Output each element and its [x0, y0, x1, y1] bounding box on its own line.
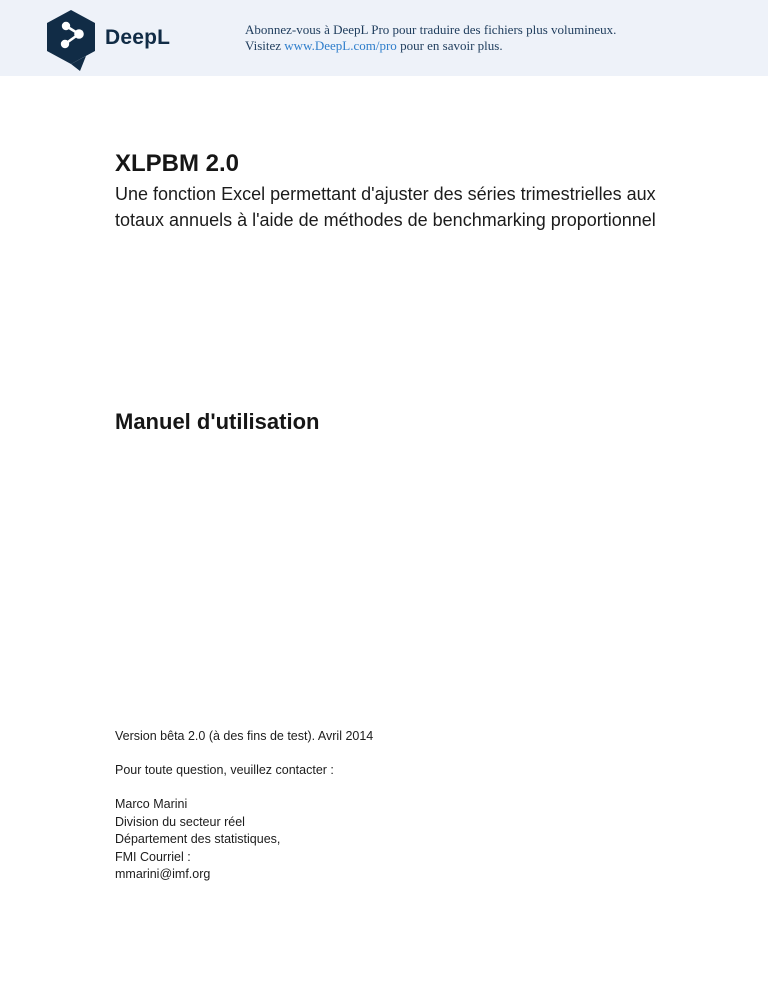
deepl-logo-icon	[44, 9, 98, 71]
promo-notice-line1: Abonnez-vous à DeepL Pro pour traduire des fichiers plus volumineux.	[245, 22, 617, 37]
contact-block	[115, 796, 280, 884]
document-subtitle-line1: Une fonction Excel permettant d'ajuster des séries trimestrielles aux	[115, 184, 656, 204]
contact-division: Division du secteur réel	[115, 814, 245, 829]
document-title: XLPBM 2.0	[115, 150, 240, 177]
promo-notice-line2-pre: Visitez	[245, 37, 285, 53]
contact-department: Département des statistiques,	[115, 832, 281, 846]
contact-email: mmarini@imf.org	[115, 867, 211, 881]
document-subtitle	[115, 181, 675, 233]
document-subtitle-line2: totaux annuels à l'aide de méthodes de benchmarking proportionnel	[115, 210, 656, 230]
promo-notice-line2-post: pour en savoir plus.	[396, 37, 503, 53]
deepl-wordmark: DeepL	[105, 26, 171, 49]
contact-name: Marco Marini	[115, 797, 188, 811]
version-line: Version bêta 2.0 (à des fins de test). Avril 2014	[115, 729, 374, 743]
promo-notice-line2	[245, 38, 616, 54]
deepl-pro-link[interactable]: www.DeepL.com/pro	[284, 37, 397, 53]
promo-notice	[245, 22, 616, 53]
contact-intro: Pour toute question, veuillez contacter :	[115, 763, 334, 777]
section-heading: Manuel d'utilisation	[115, 409, 320, 434]
deepl-promo-banner	[0, 0, 768, 76]
contact-org-label: FMI Courriel :	[115, 849, 191, 864]
